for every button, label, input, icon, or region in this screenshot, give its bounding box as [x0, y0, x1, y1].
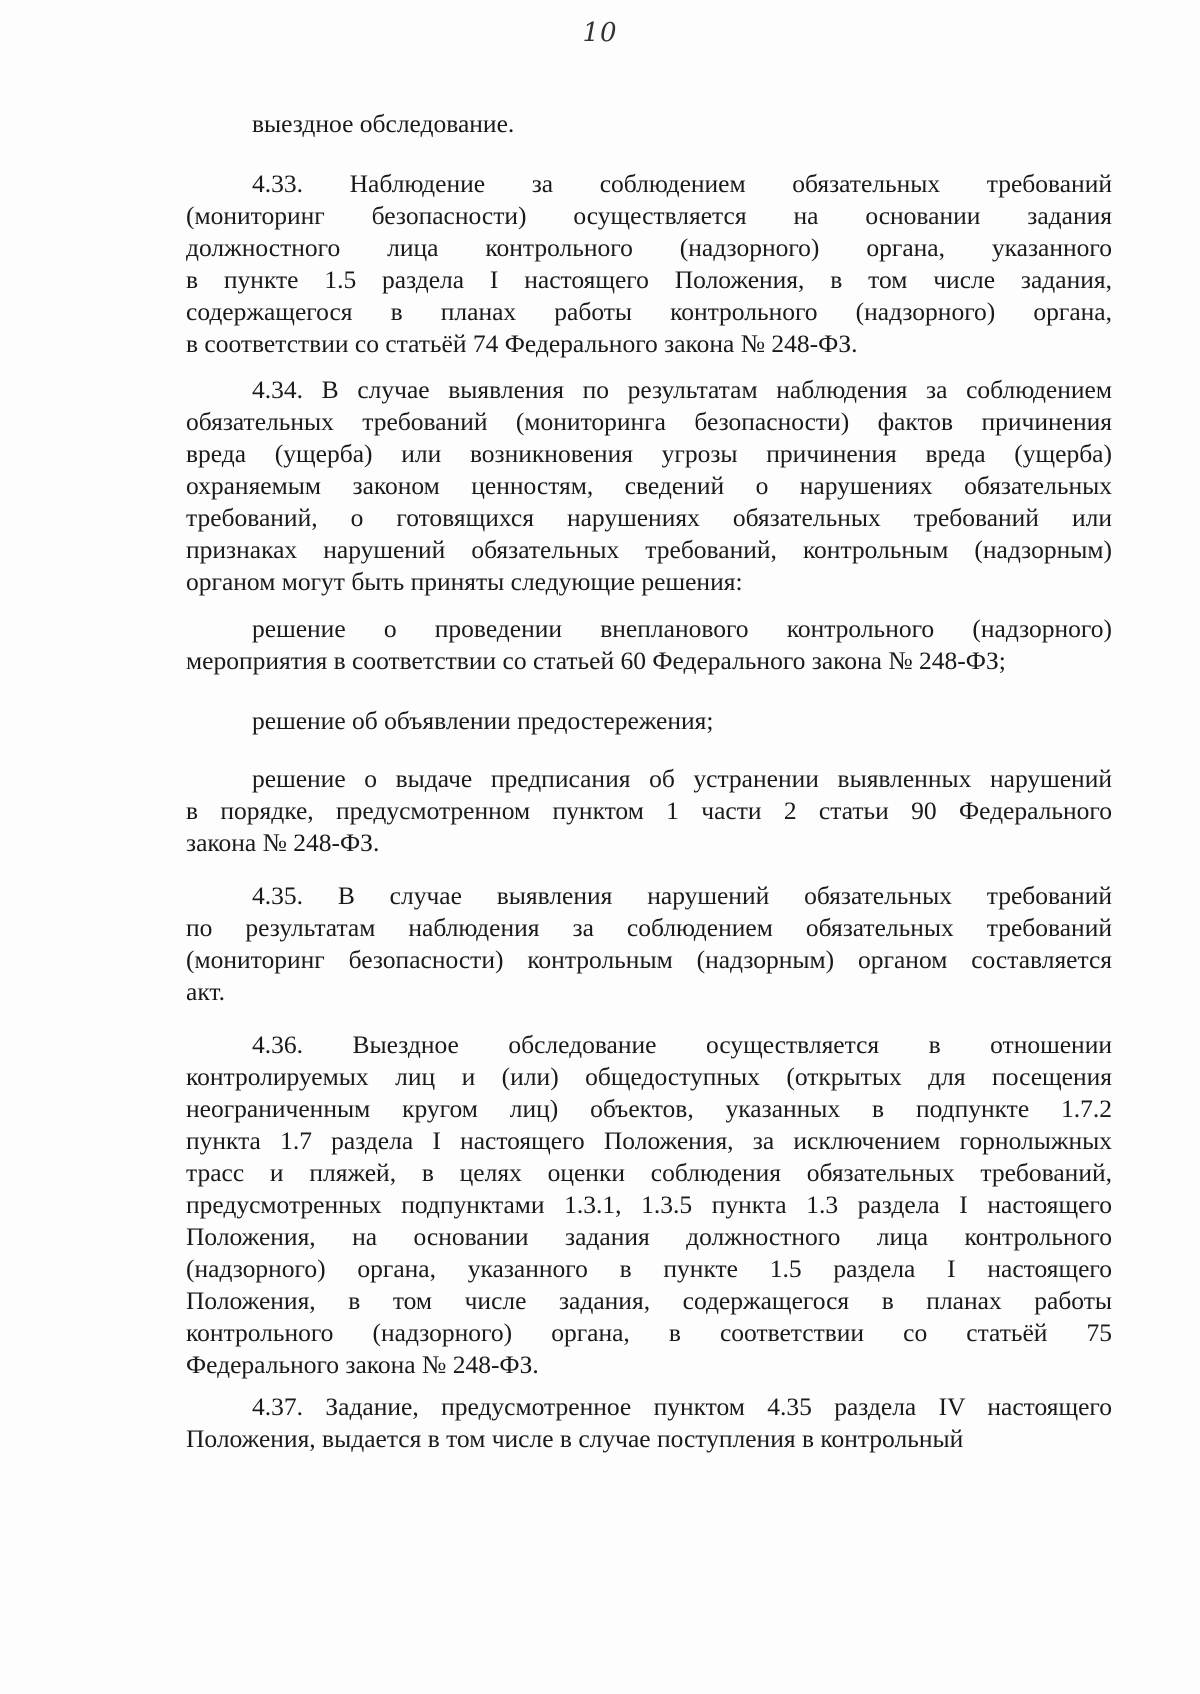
text-line: (мониторинг безопасности) контрольным (надзорным) органом составляется [186, 945, 1112, 974]
text-line: должностного лица контрольного (надзорного) органа, указанного [186, 233, 1112, 262]
text-line: 4.34. В случае выявления по результатам наблюдения за соблюдением [252, 375, 1112, 404]
text-line: 4.37. Задание, предусмотренное пунктом 4.35 раздела IV настоящего [252, 1392, 1112, 1421]
text-line: (мониторинг безопасности) осуществляется на основании задания [186, 201, 1112, 230]
page-number: 10 [582, 18, 618, 48]
paragraph-4-35 [186, 880, 1112, 1008]
paragraph-4-33 [186, 168, 1112, 360]
text-line: требований, о готовящихся нарушениях обязательных требований или [186, 503, 1112, 532]
text-line: 4.35. В случае выявления нарушений обязательных требований [252, 881, 1112, 910]
text-line: решение о выдаче предписания об устранении выявленных нарушений [252, 764, 1112, 793]
text-line: трасс и пляжей, в целях оценки соблюдения обязательных требований, [186, 1158, 1112, 1187]
text-line: решение об объявлении предостережения; [252, 706, 714, 735]
text-line: вреда (ущерба) или возникновения угрозы причинения вреда (ущерба) [186, 439, 1112, 468]
decision-item-2 [186, 705, 1112, 737]
text-line: охраняемым законом ценностям, сведений о нарушениях обязательных [186, 471, 1112, 500]
text-line: акт. [186, 977, 225, 1006]
paragraph-4-34 [186, 374, 1112, 598]
text-line: Положения, выдается в том числе в случае поступления в контрольный [186, 1424, 964, 1453]
text-line: закона № 248-ФЗ. [186, 828, 380, 857]
text-line: контрольного (надзорного) органа, в соответствии со статьёй 75 [186, 1318, 1112, 1347]
text-line: 4.33. Наблюдение за соблюдением обязательных требований [252, 169, 1112, 198]
paragraph-4-37 [186, 1391, 1112, 1455]
text-line: обязательных требований (мониторинга безопасности) фактов причинения [186, 407, 1112, 436]
text-line: органом могут быть приняты следующие решения: [186, 567, 743, 596]
text-line: (надзорного) органа, указанного в пункте 1.5 раздела I настоящего [186, 1254, 1112, 1283]
text-line: в пункте 1.5 раздела I настоящего Положения, в том числе задания, [186, 265, 1112, 294]
text-line: решение о проведении внепланового контрольного (надзорного) [252, 614, 1112, 643]
text-line: в порядке, предусмотренном пунктом 1 части 2 статьи 90 Федерального [186, 796, 1112, 825]
decision-item-3 [186, 763, 1112, 859]
text-line: предусмотренных подпунктами 1.3.1, 1.3.5 пункта 1.3 раздела I настоящего [186, 1190, 1112, 1219]
decision-item-1 [186, 613, 1112, 677]
text-line: мероприятия в соответствии со статьей 60 Федерального закона № 248-ФЗ; [186, 646, 1006, 675]
paragraph-4-36 [186, 1029, 1112, 1381]
text-line: Положения, на основании задания должностного лица контрольного [186, 1222, 1112, 1251]
text-line: содержащегося в планах работы контрольного (надзорного) органа, [186, 297, 1112, 326]
text-line: пункта 1.7 раздела I настоящего Положения, за исключением горнолыжных [186, 1126, 1112, 1155]
text-line: Положения, в том числе задания, содержащегося в планах работы [186, 1286, 1112, 1315]
text-line: выездное обследование. [252, 109, 515, 138]
text-line: по результатам наблюдения за соблюдением обязательных требований [186, 913, 1112, 942]
paragraph-continuation [186, 108, 1112, 140]
text-line: контролируемых лиц и (или) общедоступных (открытых для посещения [186, 1062, 1112, 1091]
text-line: неограниченным кругом лиц) объектов, указанных в подпункте 1.7.2 [186, 1094, 1112, 1123]
text-line: признаках нарушений обязательных требований, контрольным (надзорным) [186, 535, 1112, 564]
text-line: Федерального закона № 248-ФЗ. [186, 1350, 539, 1379]
text-line: 4.36. Выездное обследование осуществляется в отношении [252, 1030, 1112, 1059]
text-line: в соответствии со статьёй 74 Федерального закона № 248-ФЗ. [186, 329, 858, 358]
